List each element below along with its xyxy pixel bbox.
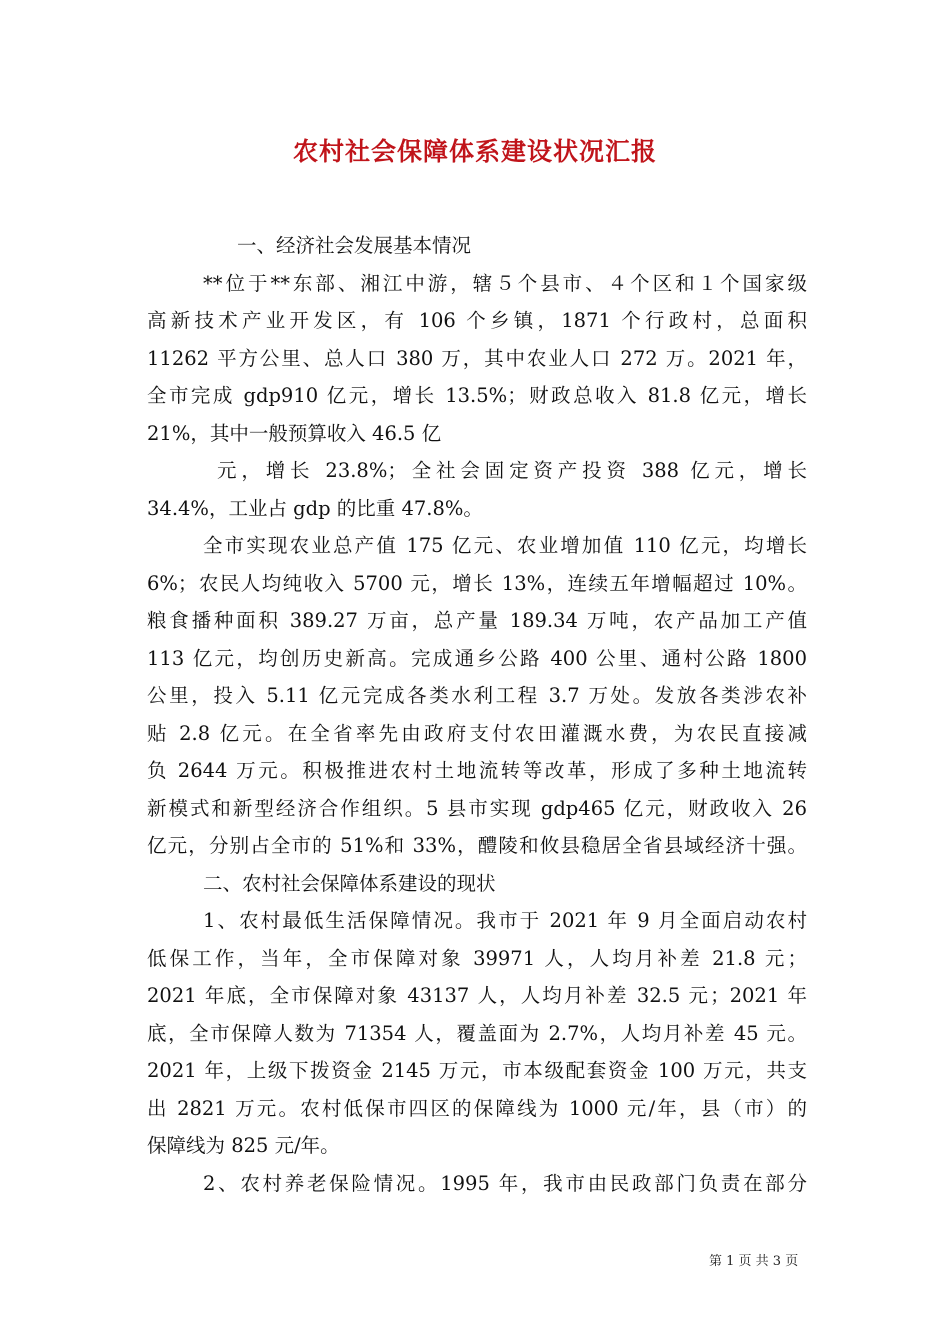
text-line: 保障线为 825 元/年。 <box>147 1134 340 1157</box>
section-heading: 一、经济社会发展基本情况 <box>237 234 472 257</box>
page-number: 第 1 页 共 3 页 <box>709 1254 799 1269</box>
text-line: 全市实现农业总产值 175 亿元、农业增加值 110 亿元，均增长 <box>203 534 807 557</box>
text-line: 低保工作，当年，全市保障对象 39971 人，人均月补差 21.8 元； <box>147 946 807 970</box>
text-line: 公里，投入 5.11 亿元完成各类水利工程 3.7 万处。发放各类涉农补 <box>147 684 807 707</box>
page-title: 农村社会保障体系建设状况汇报 <box>292 137 657 166</box>
text-line: 负 2644 万元。积极推进农村土地流转等改革，形成了多种土地流转 <box>147 759 807 782</box>
text-line: 新模式和新型经济合作组织。5 县市实现 gdp465 亿元，财政收入 26 <box>147 796 807 820</box>
document-body <box>147 227 807 1202</box>
text-line: 2、农村养老保险情况。1995 年，我市由民政部门负责在部分 <box>203 1171 807 1195</box>
text-line: 亿元，分别占全市的 51%和 33%，醴陵和攸县稳居全省县域经济十强。 <box>147 834 807 857</box>
text-line: 21%，其中一般预算收入 46.5 亿 <box>147 421 442 445</box>
text-line: 元，增长 23.8%；全社会固定资产投资 388 亿元，增长 <box>217 459 807 482</box>
text-line: 底，全市保障人数为 71354 人，覆盖面为 2.7%，人均月补差 45 元。 <box>147 1021 807 1045</box>
text-line: 出 2821 万元。农村低保市四区的保障线为 1000 元/年，县（市）的 <box>147 1096 807 1120</box>
text-line: 全市完成 gdp910 亿元，增长 13.5%；财政总收入 81.8 亿元，增长 <box>147 384 807 407</box>
text-line: 贴 2.8 亿元。在全省率先由政府支付农田灌溉水费，为农民直接减 <box>147 721 807 745</box>
text-line: 2021 年底，全市保障对象 43137 人，人均月补差 32.5 元；2021 年 <box>147 984 807 1007</box>
section-heading: 二、农村社会保障体系建设的现状 <box>203 871 496 895</box>
text-line: 113 亿元，均创历史新高。完成通乡公路 400 公里、通村公路 1800 <box>147 646 807 670</box>
text-line: **位于**东部、湘江中游，辖５个县市、４个区和１个国家级 <box>203 271 807 295</box>
text-line: 11262 平方公里、总人口 380 万，其中农业人口 272 万。2021 年， <box>147 346 807 370</box>
text-line: 6%；农民人均纯收入 5700 元，增长 13%，连续五年增幅超过 10%。 <box>147 571 807 595</box>
text-line: 高新技术产业开发区，有 106 个乡镇，1871 个行政村，总面积 <box>147 309 807 332</box>
text-line: 2021 年，上级下拨资金 2145 万元，市本级配套资金 100 万元，共支 <box>147 1059 807 1082</box>
text-line: 粮食播种面积 389.27 万亩，总产量 189.34 万吨，农产品加工产值 <box>147 609 807 632</box>
text-line: 1、农村最低生活保障情况。我市于 2021 年 9 月全面启动农村 <box>203 909 807 932</box>
text-line: 34.4%，工业占 gdp 的比重 47.8%。 <box>147 496 483 520</box>
